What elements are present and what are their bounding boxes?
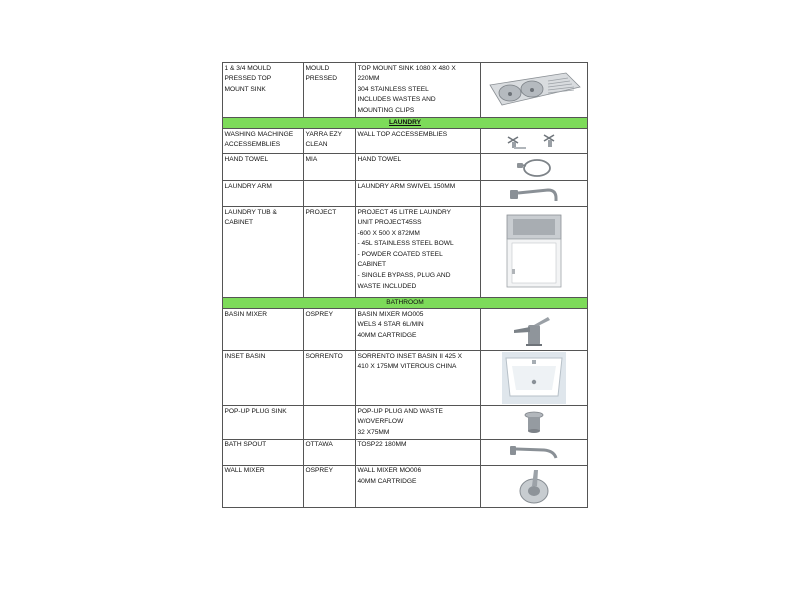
brand-cell — [304, 406, 356, 440]
item-cell: LAUNDRY ARM — [223, 181, 304, 207]
table-row — [223, 465, 588, 507]
description-cell: BASIN MIXER MO005 WELS 4 STAR 6L/MIN 40MM CARTRIDGE — [356, 309, 481, 351]
section-row — [223, 118, 588, 129]
pop-up-plug-icon — [519, 409, 549, 435]
image-cell — [481, 439, 588, 465]
table-row — [223, 439, 588, 465]
laundry-tub-cabinet-icon — [504, 213, 564, 291]
image-cell — [481, 154, 588, 181]
description-cell: PROJECT 45 LITRE LAUNDRY UNIT PROJECT45SS -600 X 500 X 872MM - 45L STAINLESS STEEL BOWL - POWDER COATED STEEL CABINET - SINGLE BYPASS, PLUG AND WASTE INCLUDED — [356, 207, 481, 298]
brand-cell: YARRA EZY CLEAN — [304, 129, 356, 154]
image-cell — [481, 351, 588, 406]
item-cell: HAND TOWEL — [223, 154, 304, 181]
image-cell — [481, 465, 588, 507]
table-row — [223, 309, 588, 351]
image-cell — [481, 309, 588, 351]
description-cell: LAUNDRY ARM SWIVEL 150MM — [356, 181, 481, 207]
description-cell: WALL MIXER MO006 40MM CARTRIDGE — [356, 465, 481, 507]
description-cell: TOSP22 180MM — [356, 439, 481, 465]
table-row — [223, 129, 588, 154]
product-spec-table — [222, 62, 588, 508]
table-row — [223, 63, 588, 118]
item-cell: POP-UP PLUG SINK — [223, 406, 304, 440]
laundry-arm-icon — [504, 184, 564, 204]
item-cell: 1 & 3/4 MOULD PRESSED TOP MOUNT SINK — [223, 63, 304, 118]
washing-machine-taps-icon — [504, 131, 564, 151]
image-cell — [481, 129, 588, 154]
description-cell: HAND TOWEL — [356, 154, 481, 181]
item-cell: INSET BASIN — [223, 351, 304, 406]
table-row — [223, 406, 588, 440]
description-cell: TOP MOUNT SINK 1080 X 480 X 220MM 304 STAINLESS STEEL INCLUDES WASTES AND MOUNTING CLIPS — [356, 63, 481, 118]
image-cell — [481, 181, 588, 207]
brand-cell: OTTAWA — [304, 439, 356, 465]
brand-cell: SORRENTO — [304, 351, 356, 406]
item-cell: BASIN MIXER — [223, 309, 304, 351]
description-cell: POP-UP PLUG AND WASTE W/OVERFLOW 32 X75MM — [356, 406, 481, 440]
section-header-laundry: LAUNDRY — [223, 118, 588, 129]
section-header-bathroom: BATHROOM — [223, 298, 588, 309]
towel-ring-icon — [509, 155, 559, 179]
item-cell: BATH SPOUT — [223, 439, 304, 465]
image-cell — [481, 63, 588, 118]
description-cell: SORRENTO INSET BASIN II 425 X 410 X 175MM VITEROUS CHINA — [356, 351, 481, 406]
image-cell — [481, 406, 588, 440]
brand-cell: OSPREY — [304, 309, 356, 351]
wall-mixer-icon — [514, 467, 554, 505]
table-row — [223, 154, 588, 181]
brand-cell: MOULD PRESSED — [304, 63, 356, 118]
double-sink-icon — [486, 67, 582, 113]
table-row — [223, 207, 588, 298]
item-cell: WASHING MACHINGE ACCESSEMBLIES — [223, 129, 304, 154]
item-cell: WALL MIXER — [223, 465, 304, 507]
description-cell: WALL TOP ACCESSEMBLIES — [356, 129, 481, 154]
table-row — [223, 181, 588, 207]
section-row — [223, 298, 588, 309]
bath-spout-icon — [504, 442, 564, 462]
brand-cell: MIA — [304, 154, 356, 181]
brand-cell: PROJECT — [304, 207, 356, 298]
inset-basin-icon — [502, 352, 566, 404]
table-row — [223, 351, 588, 406]
brand-cell — [304, 181, 356, 207]
item-cell: LAUNDRY TUB & CABINET — [223, 207, 304, 298]
image-cell — [481, 207, 588, 298]
brand-cell: OSPREY — [304, 465, 356, 507]
basin-mixer-icon — [504, 313, 564, 347]
